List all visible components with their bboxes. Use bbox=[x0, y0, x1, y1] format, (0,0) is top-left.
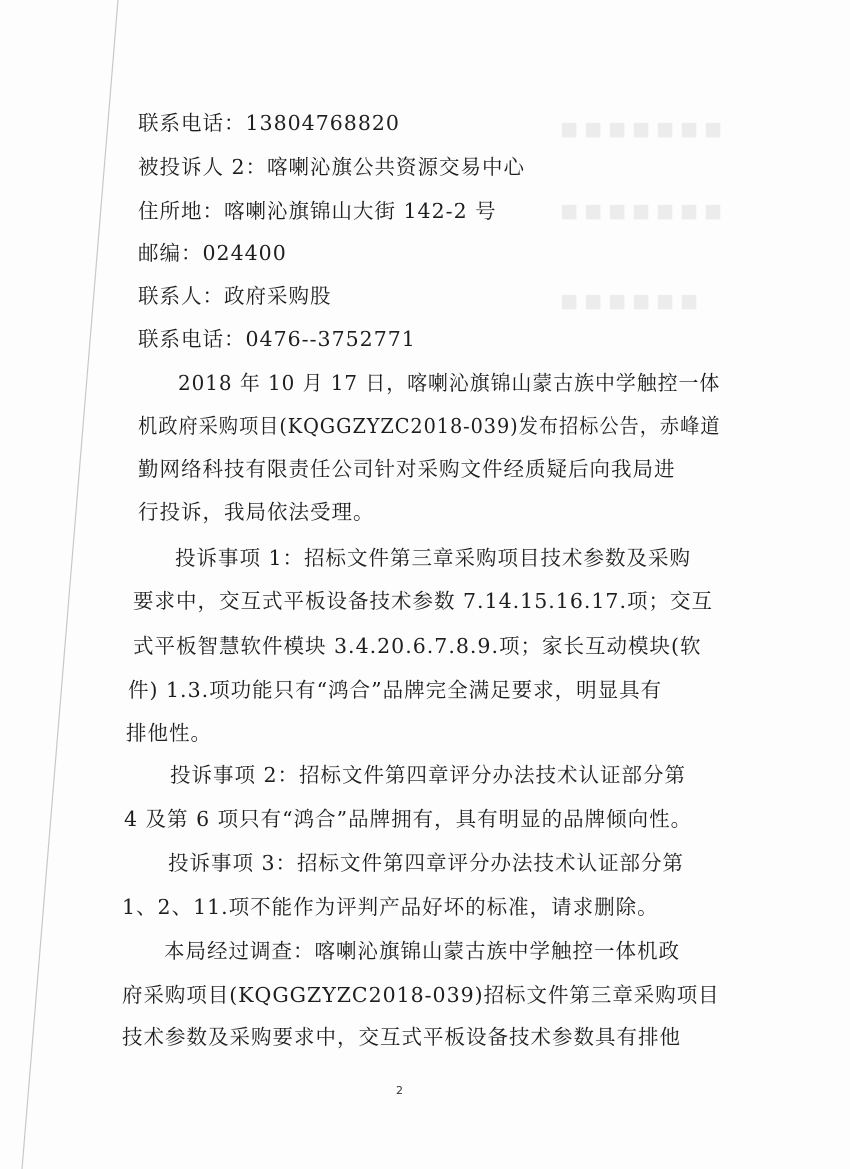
complaint-2-line: 投诉事项 2：招标文件第四章评分办法技术认证部分第 bbox=[170, 763, 687, 787]
complaint-1-line: 要求中，交互式平板设备技术参数 7.14.15.16.17.项；交互 bbox=[133, 589, 713, 613]
respondent-line: 被投诉人 2：喀喇沁旗公共资源交易中心 bbox=[138, 155, 526, 179]
contact-phone-line: 联系电话：13804768820 bbox=[138, 111, 400, 135]
bleed-through-text: ■ ■ ■ ■ ■ ■ ■ bbox=[560, 118, 722, 140]
address-line: 住所地：喀喇沁旗锦山大街 142-2 号 bbox=[138, 199, 497, 223]
complaint-1-line: 件) 1.3.项功能只有“鸿合”品牌完全满足要求，明显具有 bbox=[128, 678, 663, 702]
bleed-through-text: ■ ■ ■ ■ ■ ■ ■ bbox=[560, 200, 722, 222]
complaint-2-line: 4 及第 6 项只有“鸿合”品牌拥有，具有明显的品牌倾向性。 bbox=[124, 807, 693, 831]
investigation-line: 技术参数及采购要求中，交互式平板设备技术参数具有排他 bbox=[122, 1025, 681, 1049]
paragraph-line: 行投诉，我局依法受理。 bbox=[138, 500, 375, 524]
bleed-through-text: ■ ■ ■ ■ ■ ■ bbox=[560, 290, 698, 312]
complaint-1-line: 式平板智慧软件模块 3.4.20.6.7.8.9.项；家长互动模块(软 bbox=[133, 634, 702, 658]
complaint-3-line: 投诉事项 3：招标文件第四章评分办法技术认证部分第 bbox=[168, 851, 685, 875]
complaint-1-line: 投诉事项 1：招标文件第三章采购项目技术参数及采购 bbox=[175, 546, 692, 570]
complaint-1-line: 排他性。 bbox=[126, 721, 212, 745]
paragraph-line: 勤网络科技有限责任公司针对采购文件经质疑后向我局进 bbox=[138, 457, 676, 481]
investigation-line: 本局经过调查：喀喇沁旗锦山蒙古族中学触控一体机政 bbox=[164, 939, 680, 963]
investigation-line: 府采购项目(KQGGZYZC2018-039)招标文件第三章采购项目 bbox=[122, 983, 720, 1007]
paragraph-line: 机政府采购项目(KQGGZYZC2018-039)发布招标公告，赤峰道 bbox=[138, 414, 721, 438]
paragraph-line: 2018 年 10 月 17 日，喀喇沁旗锦山蒙古族中学触控一体 bbox=[178, 371, 721, 395]
contact-person-line: 联系人：政府采购股 bbox=[138, 284, 332, 308]
contact-phone-line-2: 联系电话：0476--3752771 bbox=[138, 327, 416, 351]
postcode-line: 邮编：024400 bbox=[138, 241, 287, 265]
complaint-3-line: 1、2、11.项不能作为评判产品好坏的标准，请求删除。 bbox=[122, 895, 659, 919]
page-number: 2 bbox=[396, 1084, 403, 1097]
